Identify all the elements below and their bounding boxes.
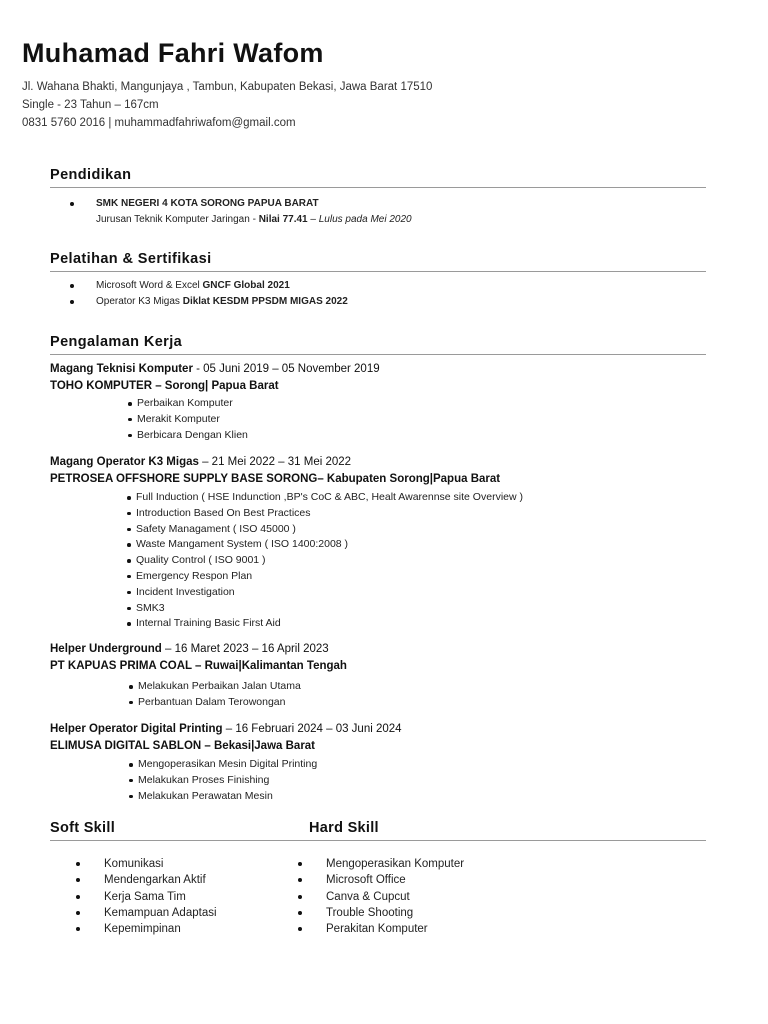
job-task-list <box>128 396 248 443</box>
job-company: ELIMUSA DIGITAL SABLON – Bekasi|Jawa Barat <box>50 740 316 752</box>
hard-skill-item: Perakitan Komputer <box>298 921 464 937</box>
job-task: Merakit Komputer <box>128 412 248 428</box>
job-title: Helper Operator Digital Printing <box>50 723 223 735</box>
education-detail <box>96 212 412 228</box>
hard-skill-item: Mengoperasikan Komputer <box>298 856 464 872</box>
section-divider <box>50 840 706 841</box>
training-item <box>70 294 348 310</box>
job-task: Perbaikan Komputer <box>128 396 248 412</box>
section-title-experience: Pengalaman Kerja <box>50 334 183 350</box>
job-task: Safety Managament ( ISO 45000 ) <box>127 522 523 538</box>
job-task: Waste Mangament System ( ISO 1400:2008 ) <box>127 537 523 553</box>
soft-skill-item: Kemampuan Adaptasi <box>76 905 217 921</box>
training-item <box>70 278 348 294</box>
job-title: Magang Teknisi Komputer <box>50 363 193 375</box>
grade-text: Nilai 77.41 <box>258 213 308 225</box>
section-divider <box>50 187 706 188</box>
job-period: – 21 Mei 2022 – 31 Mei 2022 <box>202 456 352 468</box>
job-task: Berbicara Dengan Klien <box>128 428 248 444</box>
job-task: Emergency Respon Plan <box>127 569 523 585</box>
job-title-line <box>50 456 351 468</box>
soft-skill-item: Kerja Sama Tim <box>76 889 217 905</box>
job-task-list <box>127 490 523 632</box>
job-period: – 16 Februari 2024 – 03 Juni 2024 <box>225 723 402 735</box>
major-text: Jurusan Teknik Komputer Jaringan - <box>96 213 256 225</box>
job-task: Perbantuan Dalam Terowongan <box>129 695 301 711</box>
hard-skill-list <box>298 856 464 937</box>
job-task-list <box>129 757 317 804</box>
hard-skill-item: Microsoft Office <box>298 872 464 888</box>
training-name: Microsoft Word & Excel <box>96 280 200 291</box>
job-task: Incident Investigation <box>127 585 523 601</box>
job-task: Introduction Based On Best Practices <box>127 506 523 522</box>
job-task: Quality Control ( ISO 9001 ) <box>127 553 523 569</box>
candidate-name: Muhamad Fahri Wafom <box>22 38 324 68</box>
soft-skill-item: Kepemimpinan <box>76 921 217 937</box>
job-task: Melakukan Perbaikan Jalan Utama <box>129 679 301 695</box>
section-title-soft-skill: Soft Skill <box>50 820 116 836</box>
education-item <box>70 196 412 227</box>
section-title-education: Pendidikan <box>50 167 132 183</box>
school-name: SMK NEGERI 4 KOTA SORONG PAPUA BARAT <box>96 198 319 209</box>
soft-skill-item: Mendengarkan Aktif <box>76 872 217 888</box>
job-period: – 16 Maret 2023 – 16 April 2023 <box>165 643 329 655</box>
job-task-list <box>129 679 301 711</box>
job-company: PETROSEA OFFSHORE SUPPLY BASE SORONG– Kabupaten Sorong|Papua Barat <box>50 473 501 485</box>
hard-skill-item: Trouble Shooting <box>298 905 464 921</box>
training-name: Operator K3 Migas <box>96 295 180 307</box>
graduation-text: Lulus pada Mei 2020 <box>318 213 412 225</box>
job-period: - 05 Juni 2019 – 05 November 2019 <box>196 363 380 375</box>
job-task: Internal Training Basic First Aid <box>127 616 523 632</box>
address-line: Jl. Wahana Bhakti, Mangunjaya , Tambun, Kabupaten Bekasi, Jawa Barat 17510 <box>22 81 433 93</box>
job-title-line <box>50 643 329 655</box>
training-issuer: Diklat KESDM PPSDM MIGAS 2022 <box>182 295 348 307</box>
education-list <box>70 196 412 227</box>
job-title: Helper Underground <box>50 643 162 655</box>
job-task: Mengoperasikan Mesin Digital Printing <box>129 757 317 773</box>
soft-skill-list <box>76 856 217 937</box>
section-divider <box>50 271 706 272</box>
hard-skill-item: Canva & Cupcut <box>298 889 464 905</box>
job-task: Melakukan Proses Finishing <box>129 773 317 789</box>
personal-info-line: Single - 23 Tahun – 167cm <box>22 99 159 111</box>
job-title: Magang Operator K3 Migas <box>50 456 199 468</box>
job-company: PT KAPUAS PRIMA COAL – Ruwai|Kalimantan Tengah <box>50 660 347 672</box>
job-title-line <box>50 723 402 735</box>
job-task: Full Induction ( HSE Indunction ,BP's CoC & ABC, Healt Awarennse site Overview ) <box>127 490 523 506</box>
job-task: Melakukan Perawatan Mesin <box>129 789 317 805</box>
section-title-hard-skill: Hard Skill <box>309 820 379 836</box>
section-divider <box>50 354 706 355</box>
training-issuer: GNCF Global 2021 <box>202 280 290 291</box>
dash-text: – <box>307 213 316 225</box>
section-title-training: Pelatihan & Sertifikasi <box>50 251 212 267</box>
contact-line: 0831 5760 2016 | muhammadfahriwafom@gmail.com <box>22 117 296 129</box>
soft-skill-item: Komunikasi <box>76 856 217 872</box>
job-company: TOHO KOMPUTER – Sorong| Papua Barat <box>50 380 279 392</box>
training-list <box>70 278 348 309</box>
job-task: SMK3 <box>127 601 523 617</box>
job-title-line <box>50 363 380 375</box>
